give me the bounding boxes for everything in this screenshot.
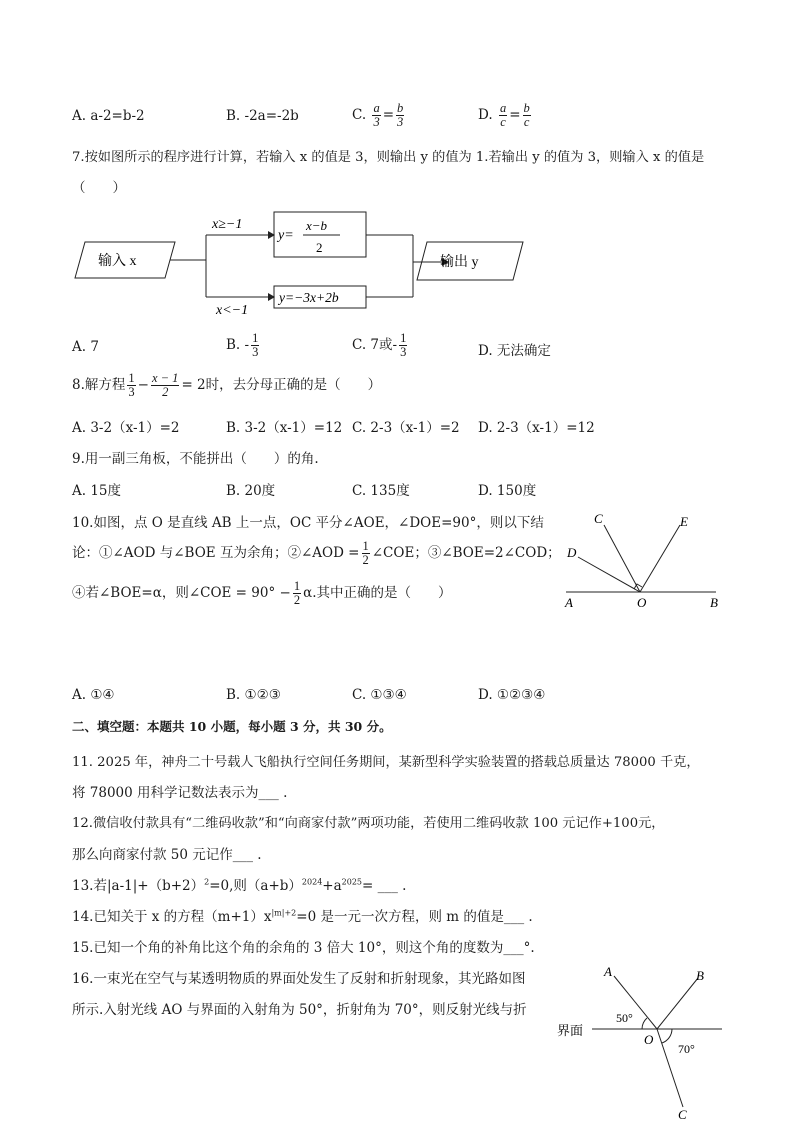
frac-num: a [499, 101, 507, 115]
option-label: C. [352, 107, 367, 124]
q13-text: =0,则（a+b） [209, 878, 302, 894]
formula-top-den: 2 [316, 240, 323, 255]
frac-num: 1 [362, 539, 369, 553]
q10-option-a: A. ①④ [72, 687, 115, 703]
angle-arc-70 [662, 1029, 672, 1043]
label-o: O [644, 1032, 654, 1047]
section-heading: 二、填空题：本题共 10 小题，每小题 3 分，共 30 分。 [72, 719, 392, 734]
frac-den: 2 [293, 593, 301, 608]
frac-num: x − 1 [151, 371, 179, 385]
q9-option-a: A. 15度 [72, 483, 122, 499]
frac-num: 1 [293, 579, 301, 593]
q13-text: = ___ . [362, 878, 407, 894]
q6-option-b: B. -2a=-2b [226, 108, 299, 124]
q16-line1: 16.一束光在空气与某透明物质的界面处发生了反射和折射现象，其光路如图 [72, 971, 526, 987]
input-label: 输入 x [98, 254, 137, 269]
q10-text: α.其中正确的是（ ） [303, 585, 452, 602]
q16-figure [552, 962, 732, 1120]
q14-text: =0 是一元一次方程，则 m 的值是___ . [296, 909, 533, 925]
equals: = [509, 107, 521, 124]
label-d: D [567, 545, 577, 560]
frac-den: 3 [252, 345, 259, 360]
output-label: 输出 y [440, 255, 479, 270]
label-interface: 界面 [557, 1023, 584, 1038]
q8-prefix: 8.解方程 [72, 377, 126, 394]
q9-option-d: D. 150度 [478, 483, 537, 499]
exponent: |m|+2 [271, 908, 297, 918]
q8-suffix: = 2时，去分母正确的是（ ） [181, 377, 382, 394]
q10-text: ∠COE；③∠BOE=2∠COD； [371, 545, 561, 562]
label-a: A [565, 595, 573, 610]
option-label: B. - [226, 337, 250, 354]
label-c: C [594, 511, 603, 526]
minus: − [137, 377, 149, 394]
frac-num: 1 [400, 331, 407, 345]
q7-option-b [226, 332, 261, 359]
q7-option-a: A. 7 [72, 339, 99, 355]
label-e: E [680, 514, 688, 529]
q13-text: +a [322, 878, 342, 894]
exponent: 2 [204, 877, 210, 887]
q8-stem [72, 372, 381, 399]
label-b: B [710, 595, 718, 610]
q13 [72, 874, 406, 894]
label-a: A [604, 964, 612, 979]
frac-num: 1 [128, 371, 135, 385]
q15: 15.已知一个角的补角比这个角的余角的 3 倍大 10°，则这个角的度数为___°. [72, 940, 535, 956]
q10-line1: 10.如图，点 O 是直线 AB 上一点，OC 平分∠AOE，∠DOE=90°，则以下结 [72, 515, 544, 531]
frac-num: 1 [252, 331, 259, 345]
option-label: C. 7或- [352, 337, 398, 354]
q10-option-d: D. ①②③④ [478, 687, 546, 703]
frac-den: c [500, 115, 506, 130]
frac-num: a [373, 101, 380, 115]
q7-flowchart [70, 200, 590, 325]
q8-option-b: B. 3-2（x-1）=12 [226, 420, 343, 436]
q11-line2: 将 78000 用科学记数法表示为___ . [72, 785, 288, 801]
q16-line2: 所示.入射光线 AO 与界面的入射角为 50°，折射角为 70°，则反射光线与折 [72, 1002, 527, 1018]
label-b: B [696, 968, 704, 983]
ray-ob [657, 978, 698, 1029]
equals: = [382, 107, 394, 124]
label-angle-70: 70° [678, 1042, 695, 1056]
formula-top-lhs: y= [278, 228, 294, 243]
cond-top: x≥−1 [212, 217, 243, 232]
q8-option-c: C. 2-3（x-1）=2 [352, 420, 460, 436]
q10-text: ④若∠BOE=α，则∠COE = 90° − [72, 585, 291, 602]
q13-text: 13.若|a-1|+（b+2） [72, 878, 205, 894]
q9-stem: 9.用一副三角板，不能拼出（ ）的角. [72, 451, 319, 467]
frac-num: b [397, 101, 404, 115]
cond-bottom: x<−1 [216, 303, 249, 318]
q10-line3 [72, 580, 452, 607]
q14 [72, 905, 533, 925]
label-angle-50: 50° [616, 1011, 633, 1025]
frac-den: 2 [362, 553, 369, 568]
label-o: O [637, 595, 647, 610]
option-label: D. [478, 107, 493, 124]
q9-option-b: B. 20度 [226, 483, 276, 499]
q10-line2 [72, 540, 561, 567]
q7-paren: （ ） [72, 180, 126, 196]
angle-arc-50 [642, 1018, 647, 1029]
q11-line1: 11. 2025 年，神舟二十号载人飞船执行空间任务期间，某新型科学实验装置的搭载总质量达 78000 千克， [72, 755, 700, 770]
formula-top-num: x−b [306, 218, 328, 233]
frac-den: 3 [400, 345, 407, 360]
ray-oe [640, 525, 680, 592]
frac-den: 3 [128, 385, 135, 400]
ray-oc [657, 1029, 683, 1107]
q6-option-c [352, 102, 406, 129]
q8-option-d: D. 2-3（x-1）=12 [478, 420, 595, 436]
exponent: 2025 [341, 877, 363, 887]
q9-option-c: C. 135度 [352, 483, 410, 499]
frac-den: 3 [373, 115, 380, 130]
q8-option-a: A. 3-2（x-1）=2 [72, 420, 180, 436]
frac-den: c [523, 115, 530, 130]
q10-option-c: C. ①③④ [352, 687, 407, 703]
q10-option-b: B. ①②③ [226, 687, 281, 703]
frac-den: 2 [162, 385, 169, 400]
q10-figure [558, 505, 728, 615]
q10-text: 论：①∠AOD 与∠BOE 互为余角；②∠AOD = [72, 545, 360, 562]
q6-option-a: A. a-2=b-2 [72, 108, 145, 124]
q12-line2: 那么向商家付款 50 元记作___ . [72, 847, 262, 863]
q14-text: 14.已知关于 x 的方程（m+1）x [72, 909, 272, 925]
q7-stem: 7.按如图所示的程序进行计算，若输入 x 的值是 3，则输出 y 的值为 1.若输出 y 的值为 3，则输入 x 的值是 [72, 150, 705, 165]
q7-option-d: D. 无法确定 [478, 343, 551, 359]
frac-den: 3 [397, 115, 404, 130]
q12-line1: 12.微信收付款具有“二维码收款”和“向商家付款”两项功能，若使用二维码收款 100 元记作+100元， [72, 816, 665, 831]
q6-option-d [478, 102, 533, 129]
exponent: 2024 [301, 877, 323, 887]
formula-bottom: y=−3x+2b [279, 290, 339, 305]
q7-option-c [352, 332, 409, 359]
label-c: C [678, 1107, 687, 1120]
frac-num: b [523, 101, 530, 115]
